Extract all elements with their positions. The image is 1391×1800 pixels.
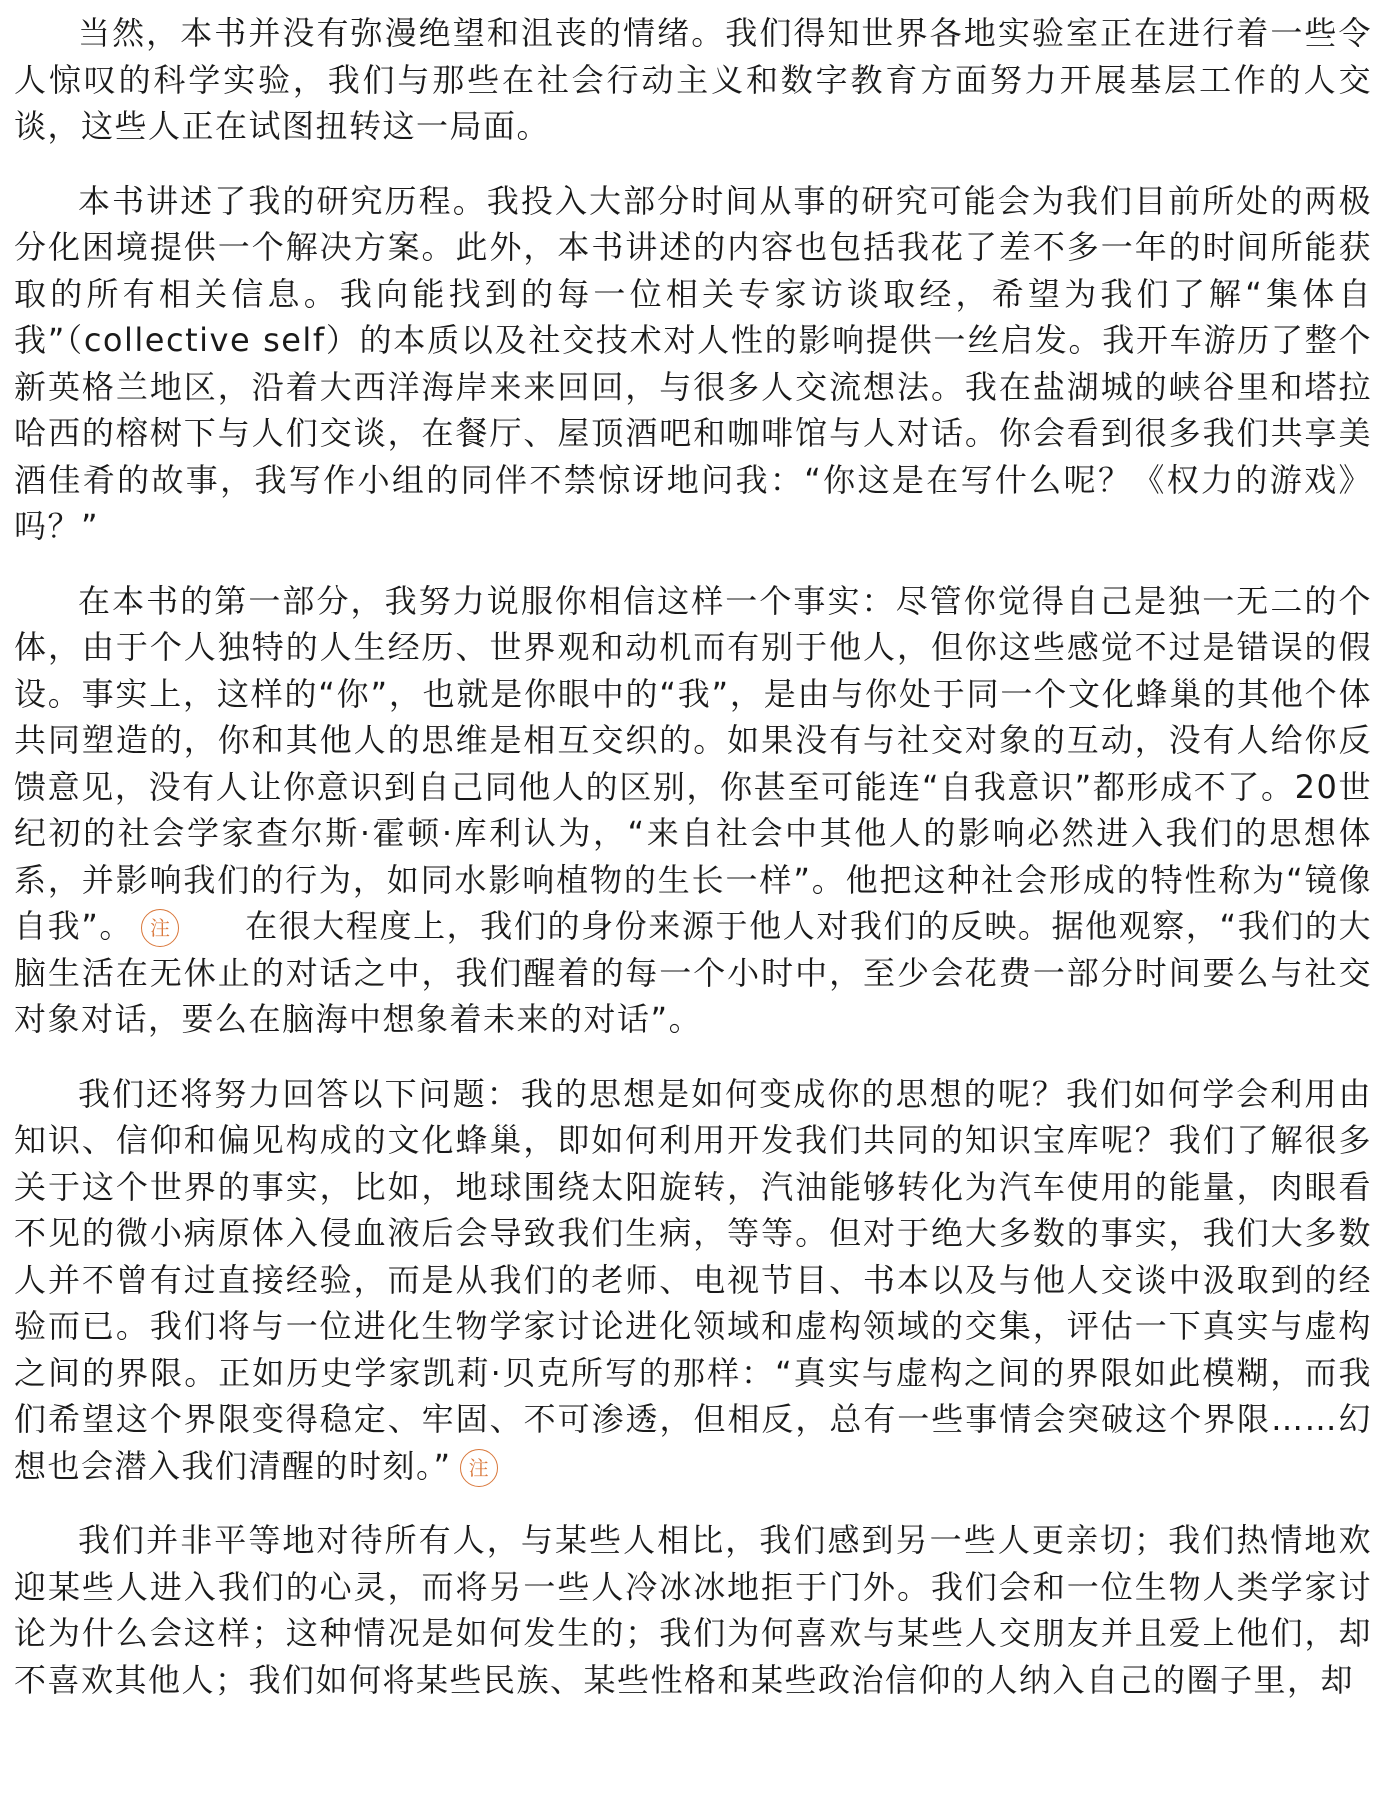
paragraph-5 xyxy=(14,1517,1372,1703)
paragraph-2-text: 本书讲述了我的研究历程。我投入大部分时间从事的研究可能会为我们目前所处的两极分化困境提供一个解决方案。此外，本书讲述的内容也包括我花了差不多一年的时间所能获取的所有相关信息。我向能找到的每一位相关专家访谈取经，希望为我们了解“集体自我”（collective self）的本质以及社交技术对人性的影响提供一丝启发。我开车游历了整个新英格兰地区，沿着大西洋海岸来来回回，与很多人交流想法。我在盐湖城的峡谷里和塔拉哈西的榕树下与人们交谈，在餐厅、屋顶酒吧和咖啡馆与人对话。你会看到很多我们共享美酒佳肴的故事，我写作小组的同伴不禁惊讶地问我：“你这是在写什么呢？《权力的游戏》吗？” xyxy=(14,181,1372,545)
paragraph-3-text-b: 在很大程度上，我们的身份来源于他人对我们的反映。据他观察，“我们的大脑生活在无休止的对话之中，我们醒着的每一个小时中，至少会花费一部分时间要么与社交对象对话，要么在脑海中想象着未来的对话”。 xyxy=(14,907,1372,1038)
paragraph-4-text: 我们还将努力回答以下问题：我的思想是如何变成你的思想的呢？我们如何学会利用由知识、信仰和偏见构成的文化蜂巢，即如何利用开发我们共同的知识宝库呢？我们了解很多关于这个世界的事实，比如，地球围绕太阳旋转，汽油能够转化为汽车使用的能量，肉眼看不见的微小病原体入侵血液后会导致我们生病，等等。但对于绝大多数的事实，我们大多数人并不曾有过直接经验，而是从我们的老师、电视节目、书本以及与他人交谈中汲取到的经验而已。我们将与一位进化生物学家讨论进化领域和虚构领域的交集，评估一下真实与虚构之间的界限。正如历史学家凯莉·贝克所写的那样：“真实与虚构之间的界限如此模糊，而我们希望这个界限变得稳定、牢固、不可渗透，但相反，总有一些事情会突破这个界限……幻想也会潜入我们清醒的时刻。” xyxy=(14,1074,1372,1485)
paragraph-3-text-a: 在本书的第一部分，我努力说服你相信这样一个事实：尽管你觉得自己是独一无二的个体，由于个人独特的人生经历、世界观和动机而有别于他人，但你这些感觉不过是错误的假设。事实上，这样的“你”，也就是你眼中的“我”，是由与你处于同一个文化蜂巢的其他个体共同塑造的，你和其他人的思维是相互交织的。如果没有与社交对象的互动，没有人给你反馈意见，没有人让你意识到自己同他人的区别，你甚至可能连“自我意识”都形成不了。20世纪初的社会学家查尔斯·霍顿·库利认为，“来自社会中其他人的影响必然进入我们的思想体系，并影响我们的行为，如同水影响植物的生长一样”。他把这种社会形成的特性称为“镜像自我”。 xyxy=(14,581,1372,945)
paragraph-1 xyxy=(14,10,1372,150)
paragraph-4 xyxy=(14,1071,1372,1490)
paragraph-3 xyxy=(14,578,1372,1043)
footnote-marker-icon[interactable]: 注 xyxy=(460,1449,498,1487)
paragraph-5-text: 我们并非平等地对待所有人，与某些人相比，我们感到另一些人更亲切；我们热情地欢迎某些人进入我们的心灵，而将另一些人冷冰冰地拒于门外。我们会和一位生物人类学家讨论为什么会这样；这种情况是如何发生的；我们为何喜欢与某些人交朋友并且爱上他们，却不喜欢其他人；我们如何将某些民族、某些性格和某些政治信仰的人纳入自己的圈子里，却 xyxy=(14,1521,1372,1699)
paragraph-2 xyxy=(14,178,1372,550)
footnote-marker-icon[interactable]: 注 xyxy=(141,909,179,947)
document-page xyxy=(14,10,1372,1731)
paragraph-1-text: 当然，本书并没有弥漫绝望和沮丧的情绪。我们得知世界各地实验室正在进行着一些令人惊叹的科学实验，我们与那些在社会行动主义和数字教育方面努力开展基层工作的人交谈，这些人正在试图扭转这一局面。 xyxy=(14,14,1372,145)
